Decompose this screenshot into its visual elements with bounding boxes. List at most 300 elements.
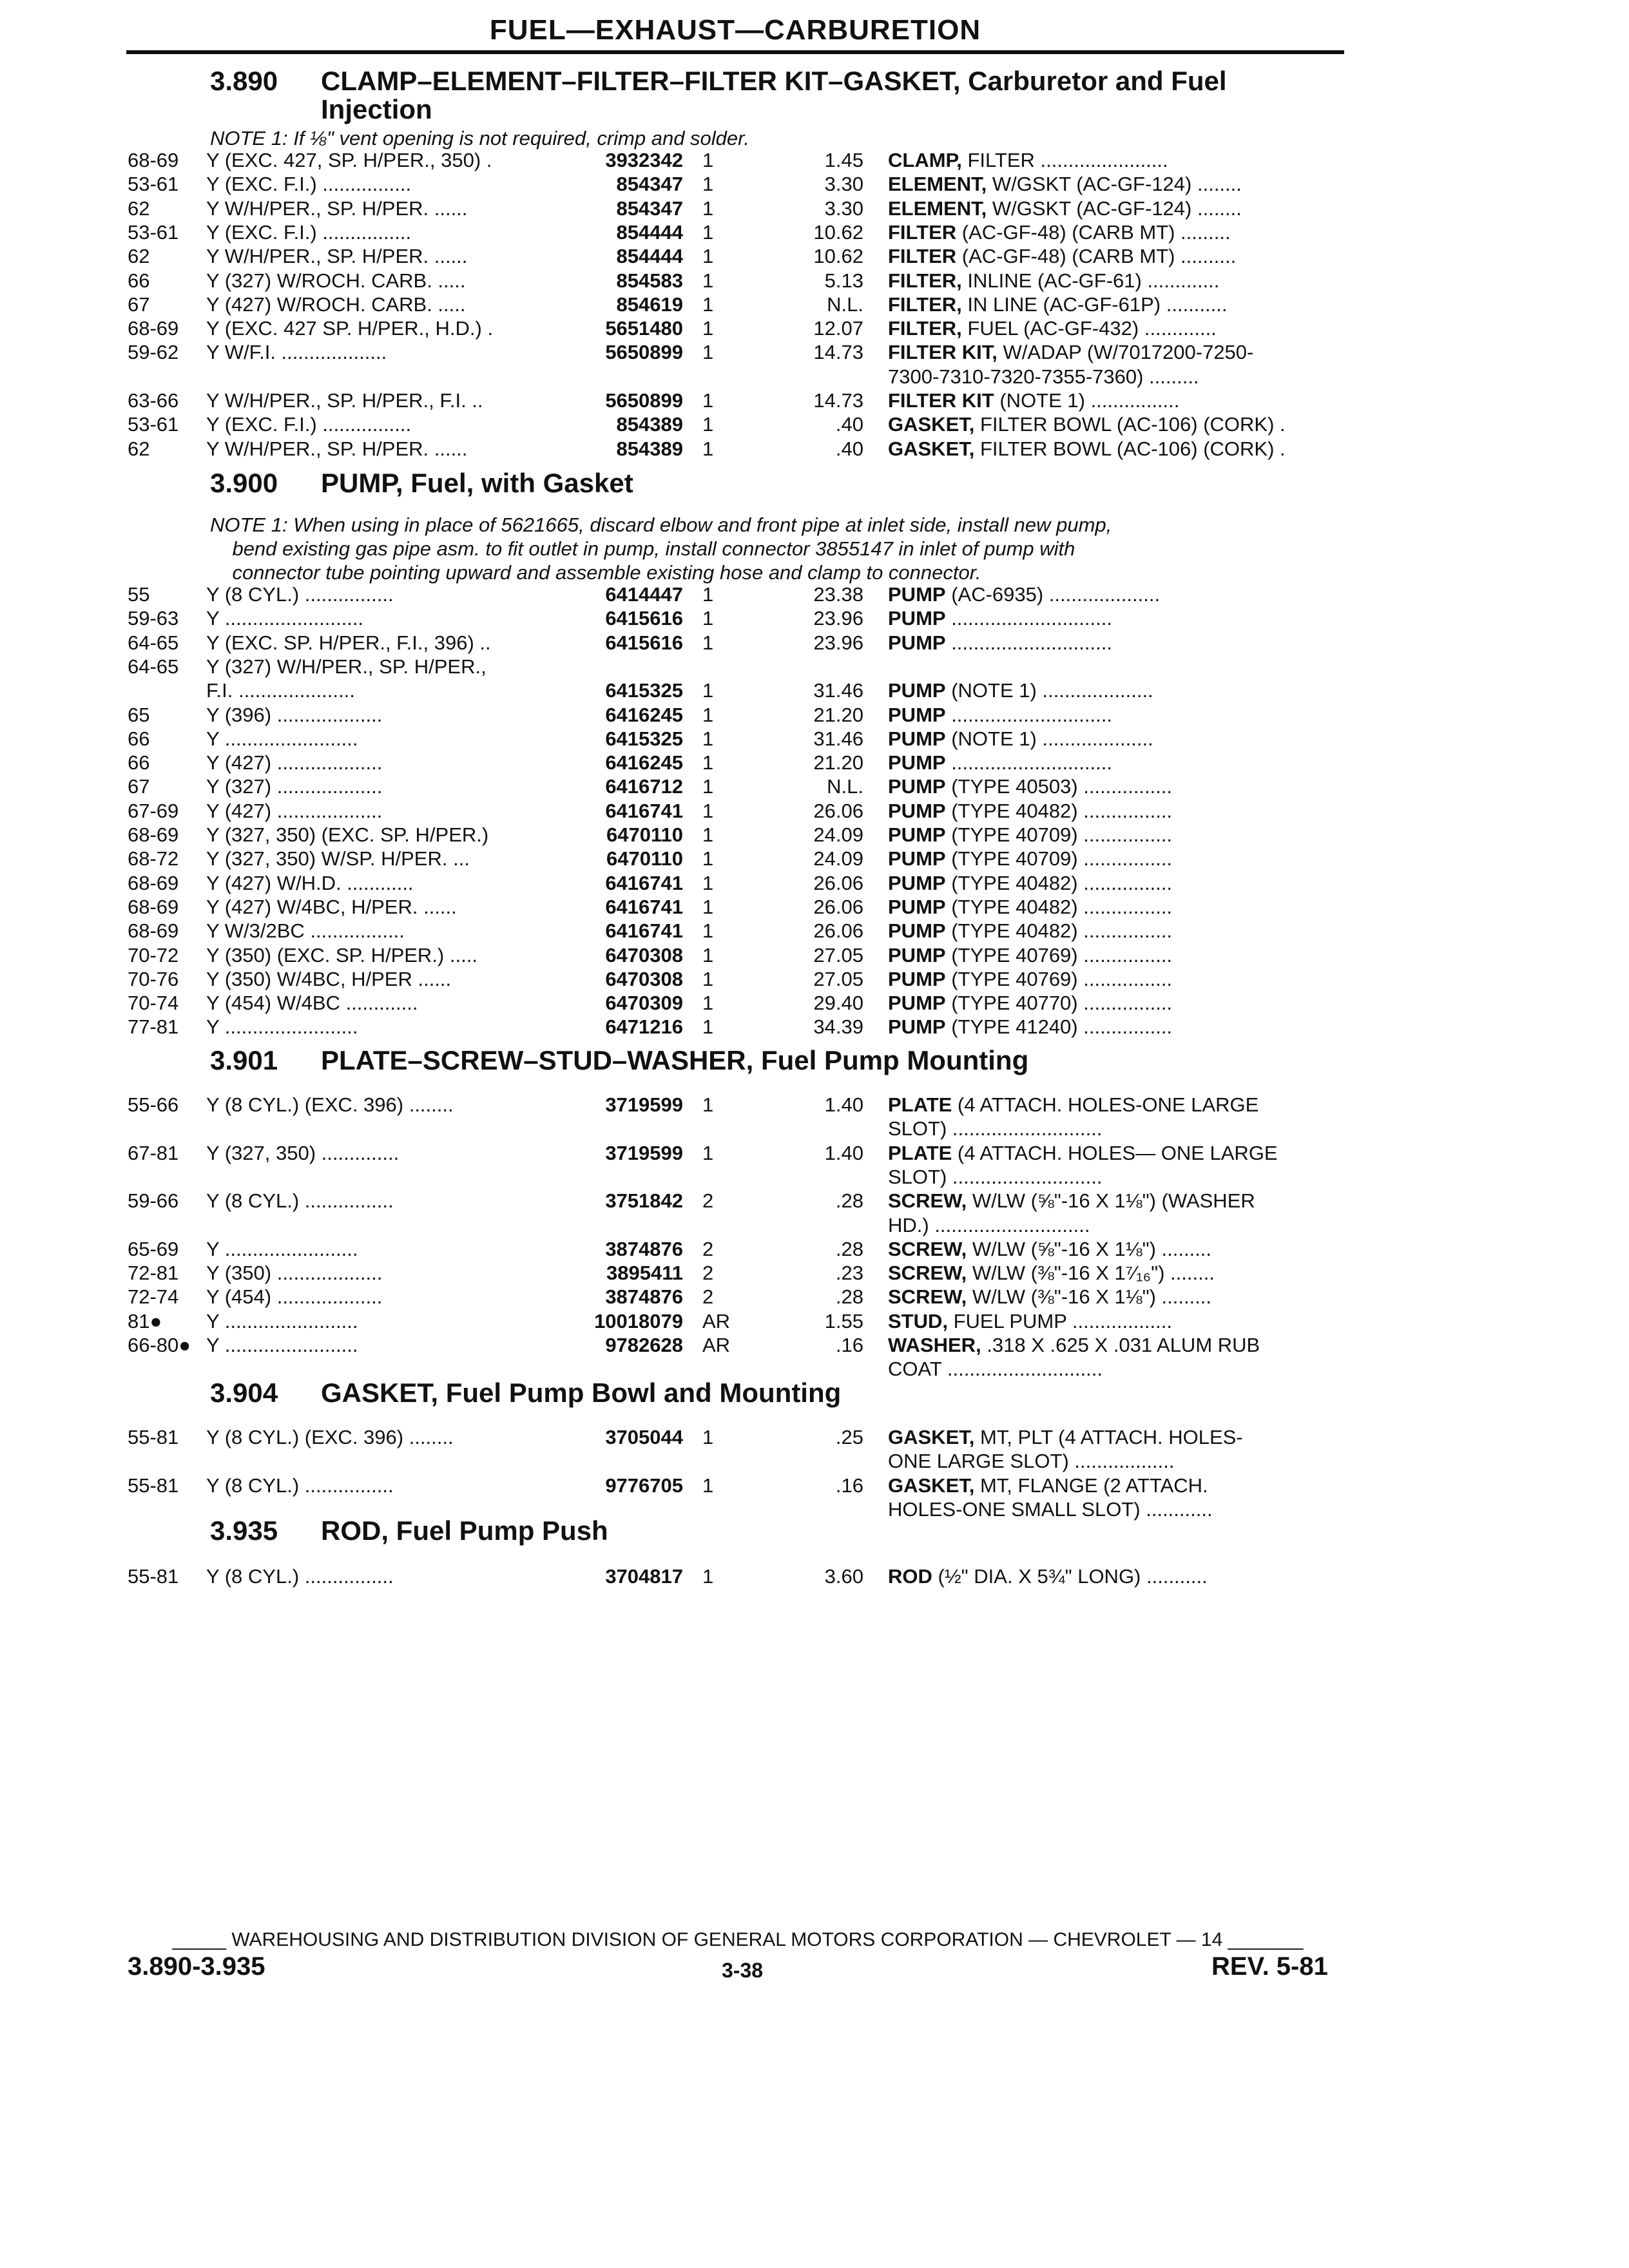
part-name-cell bbox=[888, 1015, 1358, 1039]
part-name-detail: (NOTE 1) ................ bbox=[994, 389, 1180, 412]
quantity-cell: 1 bbox=[702, 437, 714, 460]
part-name-bold: PUMP bbox=[888, 1015, 946, 1038]
years-cell: 66 bbox=[128, 727, 150, 750]
part-number-cell: 10018079 bbox=[594, 1310, 683, 1332]
table-row bbox=[0, 172, 1629, 196]
part-number-cell: 5650899 bbox=[605, 389, 683, 412]
application-cell: Y ......................... bbox=[206, 607, 364, 629]
years-cell: 62 bbox=[128, 197, 150, 220]
part-name-cell bbox=[888, 871, 1358, 895]
part-name-bold: FILTER bbox=[888, 245, 957, 267]
application-cell: Y (8 CYL.) (EXC. 396) ........ bbox=[206, 1093, 454, 1116]
years-cell: 67 bbox=[128, 775, 150, 798]
part-name-bold: PUMP bbox=[888, 919, 946, 942]
part-number-cell: 9776705 bbox=[605, 1474, 683, 1497]
part-name-detail: W/LW (⅝"-16 X 1⅛") (WASHER bbox=[967, 1189, 1255, 1212]
table-row bbox=[0, 774, 1629, 798]
table-row bbox=[0, 389, 1629, 412]
table-row bbox=[0, 1333, 1629, 1357]
part-name-detail: FILTER BOWL (AC-106) (CORK) . bbox=[974, 437, 1286, 460]
section-title bbox=[210, 1517, 608, 1545]
part-name-detail: (4 ATTACH. HOLES— ONE LARGE bbox=[952, 1142, 1278, 1164]
part-name-detail: SLOT) ........................... bbox=[888, 1117, 1103, 1140]
price-cell: 10.62 bbox=[813, 245, 863, 267]
part-name-detail: 7300-7310-7320-7355-7360) ......... bbox=[888, 365, 1199, 388]
part-name-bold: FILTER bbox=[888, 221, 957, 244]
part-name-cell bbox=[888, 316, 1358, 340]
part-number-cell: 3932342 bbox=[605, 149, 683, 171]
part-name-bold: GASKET, bbox=[888, 1474, 975, 1497]
part-name-detail: (TYPE 40769) ................ bbox=[945, 968, 1173, 990]
part-number-cell: 6416741 bbox=[605, 919, 683, 942]
price-cell: 31.46 bbox=[813, 727, 863, 750]
part-name-bold: PUMP bbox=[888, 896, 946, 918]
part-name-detail: (TYPE 40769) ................ bbox=[945, 944, 1173, 966]
application-cell: Y (327, 350) W/SP. H/PER. ... bbox=[206, 847, 470, 870]
price-cell: 29.40 bbox=[813, 992, 863, 1014]
section-name-line: Injection bbox=[321, 94, 432, 124]
section-title bbox=[210, 1379, 841, 1407]
part-name-cell bbox=[888, 1261, 1358, 1285]
application-cell: Y (327) W/H/PER., SP. H/PER., bbox=[206, 655, 487, 678]
part-name-detail: (TYPE 40482) ................ bbox=[945, 800, 1173, 822]
application-cell: Y (350) (EXC. SP. H/PER.) ..... bbox=[206, 944, 477, 966]
price-cell: N.L. bbox=[827, 775, 863, 798]
application-cell: Y (8 CYL.) ................ bbox=[206, 1189, 394, 1212]
part-number-cell: 3874876 bbox=[605, 1285, 683, 1308]
part-name-cell bbox=[888, 823, 1358, 847]
section-number: 3.935 bbox=[210, 1515, 278, 1546]
quantity-cell: 2 bbox=[702, 1238, 714, 1260]
table-row bbox=[0, 1015, 1629, 1039]
price-cell: 3.60 bbox=[824, 1565, 863, 1588]
footer-revision: REV. 5-81 bbox=[1211, 1952, 1328, 1981]
table-row bbox=[0, 1564, 1629, 1588]
application-cell: Y (8 CYL.) ................ bbox=[206, 1565, 394, 1588]
part-name-cell bbox=[888, 727, 1358, 751]
section-name-line: PUMP, Fuel, with Gasket bbox=[321, 468, 633, 498]
application-cell: Y (327, 350) .............. bbox=[206, 1142, 400, 1164]
price-cell: 24.09 bbox=[813, 823, 863, 846]
years-cell: 72-81 bbox=[128, 1262, 179, 1284]
years-cell: 62 bbox=[128, 245, 150, 267]
quantity-cell: 1 bbox=[702, 1474, 714, 1497]
part-number-cell: 854619 bbox=[616, 293, 683, 316]
part-name-bold: PUMP bbox=[888, 775, 946, 798]
part-name-bold: ELEMENT, bbox=[888, 173, 987, 195]
years-cell: 64-65 bbox=[128, 631, 179, 654]
part-name-detail: MT, PLT (4 ATTACH. HOLES- bbox=[974, 1426, 1243, 1448]
quantity-cell: 1 bbox=[702, 1426, 714, 1448]
table-row bbox=[0, 606, 1629, 630]
part-name-detail: W/GSKT (AC-GF-124) ........ bbox=[987, 197, 1242, 220]
table-row bbox=[0, 823, 1629, 847]
part-name-cell bbox=[888, 1213, 1358, 1237]
part-name-bold: PLATE bbox=[888, 1093, 952, 1116]
part-name-cell bbox=[888, 799, 1358, 823]
table-row bbox=[0, 1117, 1629, 1140]
part-name-cell bbox=[888, 919, 1358, 943]
years-cell: 68-72 bbox=[128, 847, 179, 870]
quantity-cell: 1 bbox=[702, 221, 714, 244]
part-name-detail: W/GSKT (AC-GF-124) ........ bbox=[987, 173, 1242, 195]
price-cell: 26.06 bbox=[813, 800, 863, 822]
quantity-cell: 1 bbox=[702, 1142, 714, 1164]
part-name-detail: (TYPE 40709) ................ bbox=[945, 847, 1173, 870]
application-cell: F.I. ..................... bbox=[206, 679, 355, 702]
years-cell: 63-66 bbox=[128, 389, 179, 412]
table-row bbox=[0, 293, 1629, 316]
part-number-cell: 3719599 bbox=[605, 1142, 683, 1164]
price-cell: 3.30 bbox=[824, 173, 863, 195]
quantity-cell: 2 bbox=[702, 1262, 714, 1284]
part-name-detail: (TYPE 40482) ................ bbox=[945, 872, 1173, 894]
price-cell: 21.20 bbox=[813, 704, 863, 726]
part-name-cell bbox=[888, 1189, 1358, 1213]
quantity-cell: AR bbox=[702, 1334, 731, 1356]
application-cell: Y (454) ................... bbox=[206, 1285, 383, 1308]
part-number-cell: 854444 bbox=[616, 221, 683, 244]
part-name-cell bbox=[888, 197, 1358, 220]
part-name-detail: COAT ............................ bbox=[888, 1358, 1103, 1380]
part-number-cell: 6416741 bbox=[605, 872, 683, 894]
years-cell: 55-81 bbox=[128, 1565, 179, 1588]
part-name-cell bbox=[888, 582, 1358, 606]
table-row bbox=[0, 244, 1629, 268]
quantity-cell: 1 bbox=[702, 197, 714, 220]
page-header: FUEL—EXHAUST—CARBURETION bbox=[489, 14, 981, 46]
part-name-bold: PUMP bbox=[888, 968, 946, 990]
section-number: 3.901 bbox=[210, 1045, 278, 1075]
price-cell: 31.46 bbox=[813, 679, 863, 702]
part-number-cell: 3719599 bbox=[605, 1093, 683, 1116]
quantity-cell: 1 bbox=[702, 727, 714, 750]
application-cell: Y W/H/PER., SP. H/PER. ...... bbox=[206, 197, 468, 220]
table-row bbox=[0, 631, 1629, 655]
years-cell: 68-69 bbox=[128, 317, 179, 340]
quantity-cell: 1 bbox=[702, 679, 714, 702]
part-number-cell: 5651480 bbox=[605, 317, 683, 340]
table-row bbox=[0, 1449, 1629, 1473]
price-cell: 23.38 bbox=[813, 583, 863, 606]
section-number: 3.904 bbox=[210, 1378, 278, 1408]
part-name-bold: PUMP bbox=[888, 704, 946, 726]
part-name-cell bbox=[888, 389, 1358, 412]
section-title bbox=[210, 67, 1227, 124]
part-number-cell: 6416245 bbox=[605, 751, 683, 774]
quantity-cell: 1 bbox=[702, 968, 714, 990]
part-name-detail: W/LW (⅝"-16 X 1⅛") ......... bbox=[967, 1238, 1212, 1260]
application-cell: Y ........................ bbox=[206, 1310, 358, 1332]
quantity-cell: 1 bbox=[702, 389, 714, 412]
part-name-bold: PLATE bbox=[888, 1142, 952, 1164]
years-cell: 68-69 bbox=[128, 872, 179, 894]
part-name-bold: WASHER, bbox=[888, 1334, 981, 1356]
table-row bbox=[0, 1189, 1629, 1213]
application-cell: Y (EXC. F.I.) ................ bbox=[206, 221, 412, 244]
part-name-bold: FILTER, bbox=[888, 269, 962, 292]
part-name-cell bbox=[888, 437, 1358, 461]
part-name-detail: ............................. bbox=[945, 607, 1112, 629]
part-name-cell bbox=[888, 751, 1358, 774]
application-cell: Y (427) W/ROCH. CARB. ..... bbox=[206, 293, 466, 316]
table-row bbox=[0, 365, 1629, 389]
quantity-cell: 1 bbox=[702, 823, 714, 846]
quantity-cell: 1 bbox=[702, 872, 714, 894]
part-name-detail: ............................. bbox=[945, 751, 1112, 774]
part-name-cell bbox=[888, 967, 1358, 991]
part-name-cell bbox=[888, 172, 1358, 196]
part-name-bold: PUMP bbox=[888, 944, 946, 966]
part-name-detail: ONE LARGE SLOT) .................. bbox=[888, 1450, 1175, 1472]
quantity-cell: 1 bbox=[702, 149, 714, 171]
years-cell: 68-69 bbox=[128, 823, 179, 846]
section-note: NOTE 1: If ⅛" vent opening is not required, crimp and solder. bbox=[210, 127, 749, 149]
part-number-cell: 6415325 bbox=[605, 727, 683, 750]
part-name-bold: ROD bbox=[888, 1565, 932, 1588]
part-name-cell bbox=[888, 1564, 1358, 1588]
years-cell: 81● bbox=[128, 1310, 162, 1332]
quantity-cell: 1 bbox=[702, 341, 714, 363]
quantity-cell: 1 bbox=[702, 631, 714, 654]
price-cell: 5.13 bbox=[824, 269, 863, 292]
table-row bbox=[0, 991, 1629, 1015]
table-row bbox=[0, 1213, 1629, 1237]
section-note: NOTE 1: When using in place of 5621665, discard elbow and front pipe at inlet side, install new pump, bend existing gas pipe asm. to fit outlet in pump, install connector 3855147 in inlet of pump with connector tube pointing upward and assemble existing hose and clamp to connector. bbox=[210, 514, 1112, 584]
part-name-cell bbox=[888, 631, 1358, 655]
quantity-cell: 1 bbox=[702, 1093, 714, 1116]
part-name-cell bbox=[888, 1093, 1358, 1117]
quantity-cell: 1 bbox=[702, 245, 714, 267]
application-cell: Y (350) W/4BC, H/PER ...... bbox=[206, 968, 452, 990]
part-name-cell bbox=[888, 148, 1358, 172]
years-cell: 67-69 bbox=[128, 800, 179, 822]
part-name-cell bbox=[888, 1237, 1358, 1261]
price-cell: 1.55 bbox=[824, 1310, 863, 1332]
years-cell: 53-61 bbox=[128, 413, 179, 436]
part-name-cell bbox=[888, 1449, 1358, 1473]
part-name-bold: PUMP bbox=[888, 751, 946, 774]
footer-publisher-line: _____ WAREHOUSING AND DISTRIBUTION DIVISION OF GENERAL MOTORS CORPORATION — CHEVROLET — 14 _______ bbox=[172, 1929, 1304, 1950]
table-row bbox=[0, 727, 1629, 751]
part-name-cell bbox=[888, 678, 1358, 702]
part-name-bold: PUMP bbox=[888, 727, 946, 750]
part-name-detail: (TYPE 40709) ................ bbox=[945, 823, 1173, 846]
part-name-cell bbox=[888, 703, 1358, 727]
part-name-detail: .318 X .625 X .031 ALUM RUB bbox=[981, 1334, 1260, 1356]
part-name-cell bbox=[888, 365, 1358, 389]
years-cell: 59-63 bbox=[128, 607, 179, 629]
years-cell: 55-66 bbox=[128, 1093, 179, 1116]
part-number-cell: 6470308 bbox=[605, 968, 683, 990]
part-number-cell: 6470308 bbox=[605, 944, 683, 966]
table-row bbox=[0, 269, 1629, 293]
part-name-detail: W/LW (⅜"-16 X 1⅛") ......... bbox=[967, 1285, 1212, 1308]
application-cell: Y (EXC. 427 SP. H/PER., H.D.) . bbox=[206, 317, 494, 340]
quantity-cell: 2 bbox=[702, 1189, 714, 1212]
price-cell: .28 bbox=[835, 1189, 863, 1212]
quantity-cell: 1 bbox=[702, 583, 714, 606]
part-name-cell bbox=[888, 1285, 1358, 1309]
application-cell: Y W/H/PER., SP. H/PER. ...... bbox=[206, 437, 468, 460]
price-cell: 26.06 bbox=[813, 872, 863, 894]
part-number-cell: 854444 bbox=[616, 245, 683, 267]
part-name-detail: (½" DIA. X 5¾" LONG) ........... bbox=[932, 1565, 1208, 1588]
price-cell: 1.40 bbox=[824, 1142, 863, 1164]
quantity-cell: AR bbox=[702, 1310, 731, 1332]
part-name-cell bbox=[888, 1474, 1358, 1497]
quantity-cell: 1 bbox=[702, 293, 714, 316]
part-name-detail: FILTER ....................... bbox=[961, 149, 1168, 171]
part-name-bold: CLAMP, bbox=[888, 149, 962, 171]
part-name-cell bbox=[888, 1497, 1358, 1521]
section-name-line: ROD, Fuel Pump Push bbox=[321, 1515, 608, 1546]
header-rule bbox=[126, 50, 1344, 54]
part-name-detail: (NOTE 1) .................... bbox=[945, 727, 1153, 750]
application-cell: Y (8 CYL.) ................ bbox=[206, 583, 394, 606]
quantity-cell: 1 bbox=[702, 847, 714, 870]
table-row bbox=[0, 220, 1629, 244]
quantity-cell: 1 bbox=[702, 992, 714, 1014]
part-number-cell: 854347 bbox=[616, 197, 683, 220]
quantity-cell: 1 bbox=[702, 1015, 714, 1038]
table-row bbox=[0, 847, 1629, 870]
part-number-cell: 6416712 bbox=[605, 775, 683, 798]
price-cell: 3.30 bbox=[824, 197, 863, 220]
quantity-cell: 1 bbox=[702, 800, 714, 822]
price-cell: .23 bbox=[835, 1262, 863, 1284]
price-cell: 23.96 bbox=[813, 631, 863, 654]
part-name-cell bbox=[888, 1425, 1358, 1449]
part-name-bold: ELEMENT, bbox=[888, 197, 987, 220]
part-name-cell bbox=[888, 1309, 1358, 1333]
part-name-cell bbox=[888, 244, 1358, 268]
years-cell: 66-80● bbox=[128, 1334, 191, 1356]
table-row bbox=[0, 340, 1629, 364]
application-cell: Y (EXC. 427, SP. H/PER., 350) . bbox=[206, 149, 492, 171]
part-number-cell: 6415616 bbox=[605, 631, 683, 654]
part-name-detail: (TYPE 40482) ................ bbox=[945, 919, 1173, 942]
price-cell: 34.39 bbox=[813, 1015, 863, 1038]
part-name-bold: PUMP bbox=[888, 607, 946, 629]
part-number-cell: 9782628 bbox=[605, 1334, 683, 1356]
price-cell: 21.20 bbox=[813, 751, 863, 774]
table-row bbox=[0, 1093, 1629, 1117]
part-number-cell: 3874876 bbox=[605, 1238, 683, 1260]
part-name-detail: (TYPE 40770) ................ bbox=[945, 992, 1173, 1014]
application-cell: Y (350) ................... bbox=[206, 1262, 383, 1284]
part-name-detail: MT, FLANGE (2 ATTACH. bbox=[974, 1474, 1208, 1497]
part-number-cell: 6415325 bbox=[605, 679, 683, 702]
part-name-cell bbox=[888, 340, 1358, 364]
price-cell: .16 bbox=[835, 1334, 863, 1356]
part-name-bold: SCREW, bbox=[888, 1262, 967, 1284]
part-name-detail: HOLES-ONE SMALL SLOT) ............ bbox=[888, 1498, 1213, 1521]
section-name-line: CLAMP–ELEMENT–FILTER–FILTER KIT–GASKET, Carburetor and Fuel bbox=[321, 66, 1227, 96]
quantity-cell: 1 bbox=[702, 775, 714, 798]
years-cell: 64-65 bbox=[128, 655, 179, 678]
section-name-line: PLATE–SCREW–STUD–WASHER, Fuel Pump Mounting bbox=[321, 1045, 1029, 1075]
part-name-cell bbox=[888, 1165, 1358, 1189]
application-cell: Y ........................ bbox=[206, 727, 358, 750]
table-row bbox=[0, 1237, 1629, 1261]
part-name-detail: ............................. bbox=[945, 704, 1112, 726]
quantity-cell: 2 bbox=[702, 1285, 714, 1308]
part-number-cell: 3705044 bbox=[605, 1426, 683, 1448]
years-cell: 66 bbox=[128, 269, 150, 292]
part-name-detail: (TYPE 41240) ................ bbox=[945, 1015, 1173, 1038]
years-cell: 67-81 bbox=[128, 1142, 179, 1164]
application-cell: Y (327) W/ROCH. CARB. ..... bbox=[206, 269, 466, 292]
quantity-cell: 1 bbox=[702, 896, 714, 918]
years-cell: 77-81 bbox=[128, 1015, 179, 1038]
years-cell: 67 bbox=[128, 293, 150, 316]
years-cell: 65 bbox=[128, 704, 150, 726]
table-row bbox=[0, 871, 1629, 895]
application-cell: Y W/H/PER., SP. H/PER. ...... bbox=[206, 245, 468, 267]
quantity-cell: 1 bbox=[702, 413, 714, 436]
application-cell: Y (327, 350) (EXC. SP. H/PER.) bbox=[206, 823, 489, 846]
table-row bbox=[0, 703, 1629, 727]
part-name-detail: FILTER BOWL (AC-106) (CORK) . bbox=[974, 413, 1286, 436]
table-row bbox=[0, 316, 1629, 340]
part-name-cell bbox=[888, 1117, 1358, 1140]
part-name-cell bbox=[888, 293, 1358, 316]
price-cell: 27.05 bbox=[813, 968, 863, 990]
price-cell: 12.07 bbox=[813, 317, 863, 340]
table-row bbox=[0, 1474, 1629, 1497]
quantity-cell: 1 bbox=[702, 919, 714, 942]
price-cell: 14.73 bbox=[813, 341, 863, 363]
years-cell: 65-69 bbox=[128, 1238, 179, 1260]
quantity-cell: 1 bbox=[702, 1565, 714, 1588]
part-number-cell: 854347 bbox=[616, 173, 683, 195]
section-number: 3.900 bbox=[210, 468, 278, 498]
price-cell: .28 bbox=[835, 1238, 863, 1260]
table-row bbox=[0, 943, 1629, 967]
application-cell: Y (327) ................... bbox=[206, 775, 383, 798]
footer-page-number: 3-38 bbox=[722, 1959, 764, 1982]
part-name-bold: GASKET, bbox=[888, 1426, 975, 1448]
part-name-detail: INLINE (AC-GF-61) ............. bbox=[961, 269, 1220, 292]
table-row bbox=[0, 678, 1629, 702]
part-number-cell: 6415616 bbox=[605, 607, 683, 629]
part-name-bold: PUMP bbox=[888, 823, 946, 846]
application-cell: Y (427) ................... bbox=[206, 751, 383, 774]
part-number-cell: 6470110 bbox=[606, 823, 683, 846]
table-row bbox=[0, 1141, 1629, 1165]
part-name-detail: (4 ATTACH. HOLES-ONE LARGE bbox=[952, 1093, 1259, 1116]
part-name-bold: SCREW, bbox=[888, 1189, 967, 1212]
price-cell: .25 bbox=[835, 1426, 863, 1448]
table-row bbox=[0, 1309, 1629, 1333]
part-name-cell bbox=[888, 991, 1358, 1015]
application-cell: Y W/F.I. ................... bbox=[206, 341, 387, 363]
part-name-detail: (AC-6935) .................... bbox=[945, 583, 1161, 606]
application-cell: Y ........................ bbox=[206, 1015, 358, 1038]
part-name-detail: HD.) ............................ bbox=[888, 1214, 1090, 1236]
table-row bbox=[0, 197, 1629, 220]
part-name-bold: GASKET, bbox=[888, 437, 975, 460]
part-name-detail: ............................. bbox=[945, 631, 1112, 654]
part-name-bold: FILTER, bbox=[888, 317, 962, 340]
table-row bbox=[0, 1425, 1629, 1449]
application-cell: Y ........................ bbox=[206, 1334, 358, 1356]
part-number-cell: 6416245 bbox=[605, 704, 683, 726]
application-cell: Y (427) W/4BC, H/PER. ...... bbox=[206, 896, 457, 918]
part-name-detail: (AC-GF-48) (CARB MT) ......... bbox=[956, 221, 1231, 244]
part-name-cell bbox=[888, 1141, 1358, 1165]
